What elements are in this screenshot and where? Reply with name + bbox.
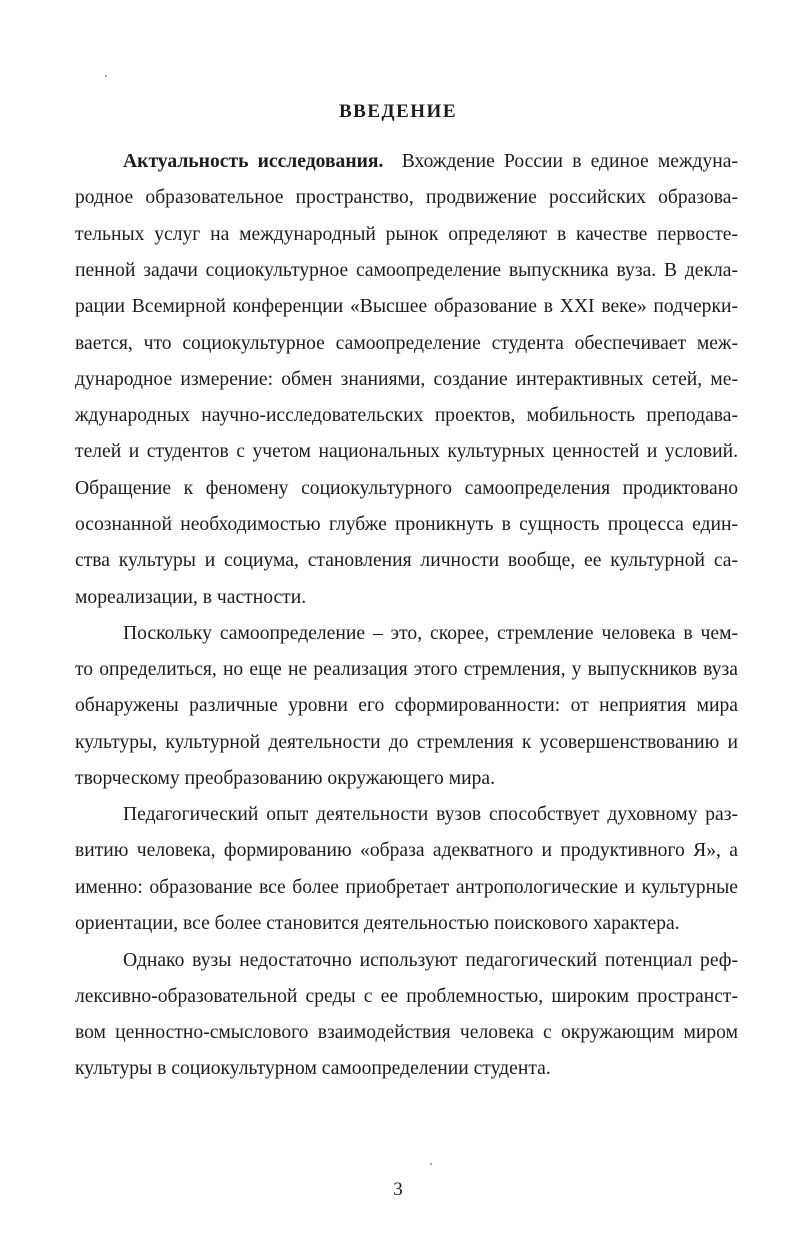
paragraph-3-line-1: Педагогический опыт деятельности вузов способствует духовному раз- (123, 804, 738, 825)
paragraph-4-line-4: культуры в социокультурном самоопределении студента. (75, 1058, 551, 1079)
document-heading: ВВЕДЕНИЕ (339, 101, 457, 122)
paragraph-2-line-2: то определиться, но еще не реализация этого стремления, у выпускников вуза (75, 659, 738, 680)
scan-speck (430, 1163, 432, 1165)
paragraph-1-line-7: дународное измерение: обмен знаниями, создание интерактивных сетей, ме- (75, 369, 738, 390)
text-run: Вхождение России в единое междуна- (401, 151, 739, 172)
paragraph-3-line-2: витию человека, формированию «образа адекватного и продуктивного Я», а (75, 840, 738, 861)
paragraph-1-line-1 (123, 150, 738, 174)
paragraph-2-line-1: Поскольку самоопределение – это, скорее, стремление человека в чем- (123, 623, 738, 644)
paragraph-1-line-8: ждународных научно-исследовательских проектов, мобильность преподава- (75, 405, 738, 426)
paragraph-3-line-3: именно: образование все более приобретает антропологические и культурные (75, 877, 738, 898)
paragraph-1-line-2: родное образовательное пространство, продвижение российских образова- (75, 187, 738, 208)
paragraph-1-line-6: вается, что социокультурное самоопределение студента обеспечивает меж- (75, 333, 738, 354)
paragraph-2-line-4: культуры, культурной деятельности до стремления к усовершенствованию и (75, 732, 738, 753)
paragraph-1-lead: Актуальность исследования. (123, 151, 384, 172)
paragraph-1-line-3: тельных услуг на международный рынок определяют в качестве первосте- (75, 224, 738, 245)
paragraph-1-line-5: рации Всемирной конференции «Высшее образование в XXI веке» подчерки- (75, 296, 738, 317)
paragraph-1-line-12: ства культуры и социума, становления личности вообще, ее культурной са- (75, 550, 738, 571)
paragraph-4-line-3: вом ценностно-смыслового взаимодействия человека с окружающим миром (75, 1022, 738, 1043)
paragraph-1-line-10: Обращение к феномену социокультурного самоопределения продиктовано (75, 478, 738, 499)
paragraph-1-line-4: пенной задачи социокультурное самоопределение выпускника вуза. В декла- (75, 260, 738, 281)
scan-speck (105, 75, 107, 77)
page-number: 3 (393, 1179, 403, 1200)
paragraph-2-line-5: творческому преобразованию окружающего мира. (75, 768, 495, 789)
paragraph-1-line-13: мореализации, в частности. (75, 587, 307, 608)
paragraph-1-line-9: телей и студентов с учетом национальных культурных ценностей и условий. (75, 441, 738, 462)
paragraph-3-line-4: ориентации, все более становится деятельностью поискового характера. (75, 913, 680, 934)
paragraph-4-line-2: лексивно-образовательной среды с ее проблемностью, широким пространст- (75, 986, 738, 1007)
paragraph-2-line-3: обнаружены различные уровни его сформированности: от неприятия мира (75, 695, 738, 716)
paragraph-4-line-1: Однако вузы недостаточно используют педагогический потенциал реф- (123, 950, 738, 971)
paragraph-1-line-11: осознанной необходимостью глубже проникнуть в сущность процесса един- (75, 514, 738, 535)
